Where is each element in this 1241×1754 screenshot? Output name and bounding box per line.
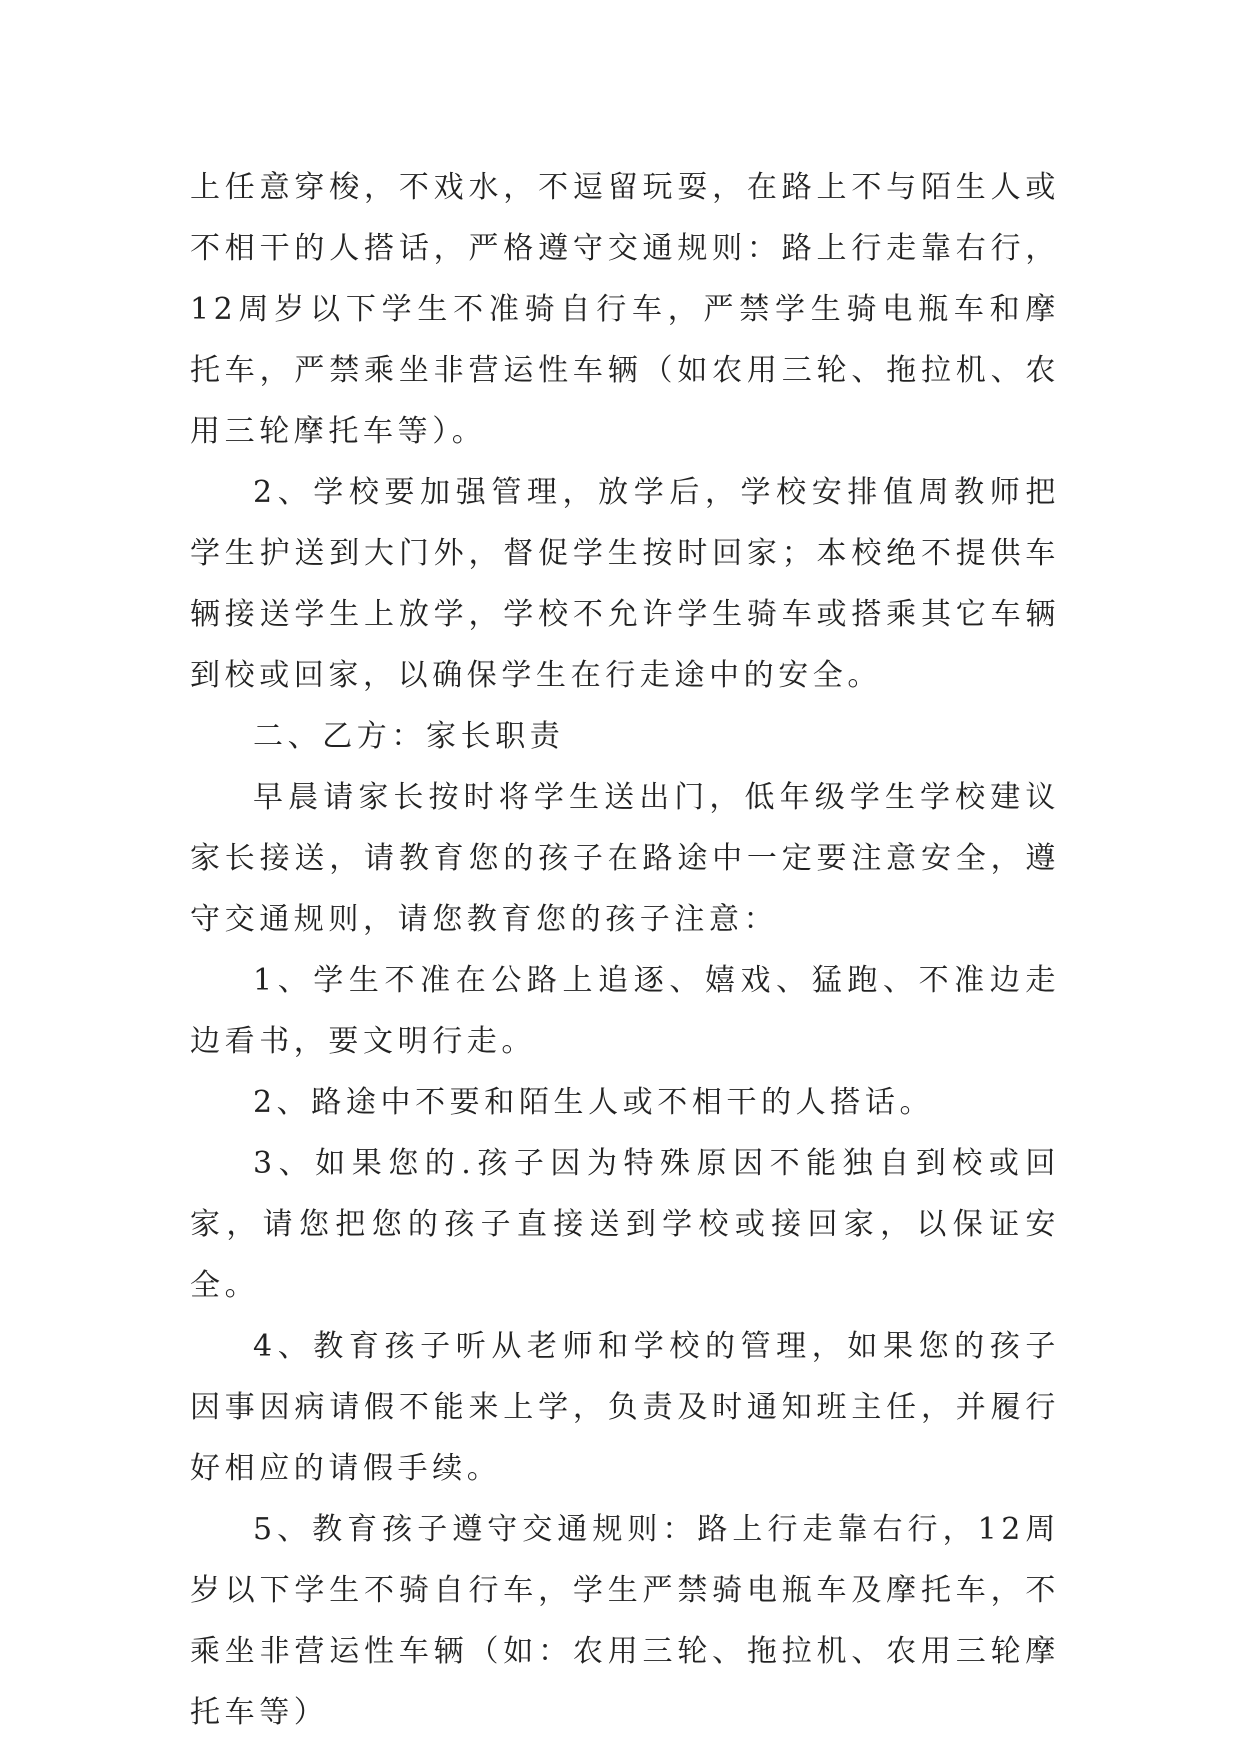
list-item-2-no-strangers: 2、路途中不要和陌生人或不相干的人搭话。 bbox=[253, 1085, 935, 1120]
list-item-3-special-reasons: 3、如果您的.孩子因为特殊原因不能独自到校或回家，请您把您的孩子直接送到学校或接回家，以保证安全。 bbox=[190, 1146, 1060, 1303]
section-heading-parent-duties: 二、乙方：家长职责 bbox=[253, 719, 565, 754]
paragraph-traffic-rules-continued: 上任意穿梭，不戏水，不逗留玩耍，在路上不与陌生人或不相干的人搭话，严格遵守交通规则：路上行走靠右行，12周岁以下学生不准骑自行车，严禁学生骑电瓶车和摩托车，严禁乘坐非营运性车辆（如农用三轮、拖拉机、农用三轮摩托车等）。 bbox=[190, 170, 1060, 449]
document-body bbox=[190, 157, 1060, 1743]
paragraph-school-management: 2、学校要加强管理，放学后，学校安排值周教师把学生护送到大门外，督促学生按时回家；本校绝不提供车辆接送学生上放学，学校不允许学生骑车或搭乘其它车辆到校或回家，以确保学生在行走途中的安全。 bbox=[190, 475, 1060, 693]
list-item-4-leave-procedures: 4、教育孩子听从老师和学校的管理，如果您的孩子因事因病请假不能来上学，负责及时通知班主任，并履行好相应的请假手续。 bbox=[190, 1329, 1060, 1486]
paragraph-morning-instructions: 早晨请家长按时将学生送出门，低年级学生学校建议家长接送，请教育您的孩子在路途中一定要注意安全，遵守交通规则，请您教育您的孩子注意： bbox=[190, 780, 1060, 937]
list-item-5-traffic-rules: 5、教育孩子遵守交通规则：路上行走靠右行，12周岁以下学生不骑自行车，学生严禁骑电瓶车及摩托车，不乘坐非营运性车辆（如：农用三轮、拖拉机、农用三轮摩托车等） bbox=[190, 1512, 1060, 1730]
list-item-1-no-chasing: 1、学生不准在公路上追逐、嬉戏、猛跑、不准边走边看书，要文明行走。 bbox=[190, 963, 1060, 1059]
